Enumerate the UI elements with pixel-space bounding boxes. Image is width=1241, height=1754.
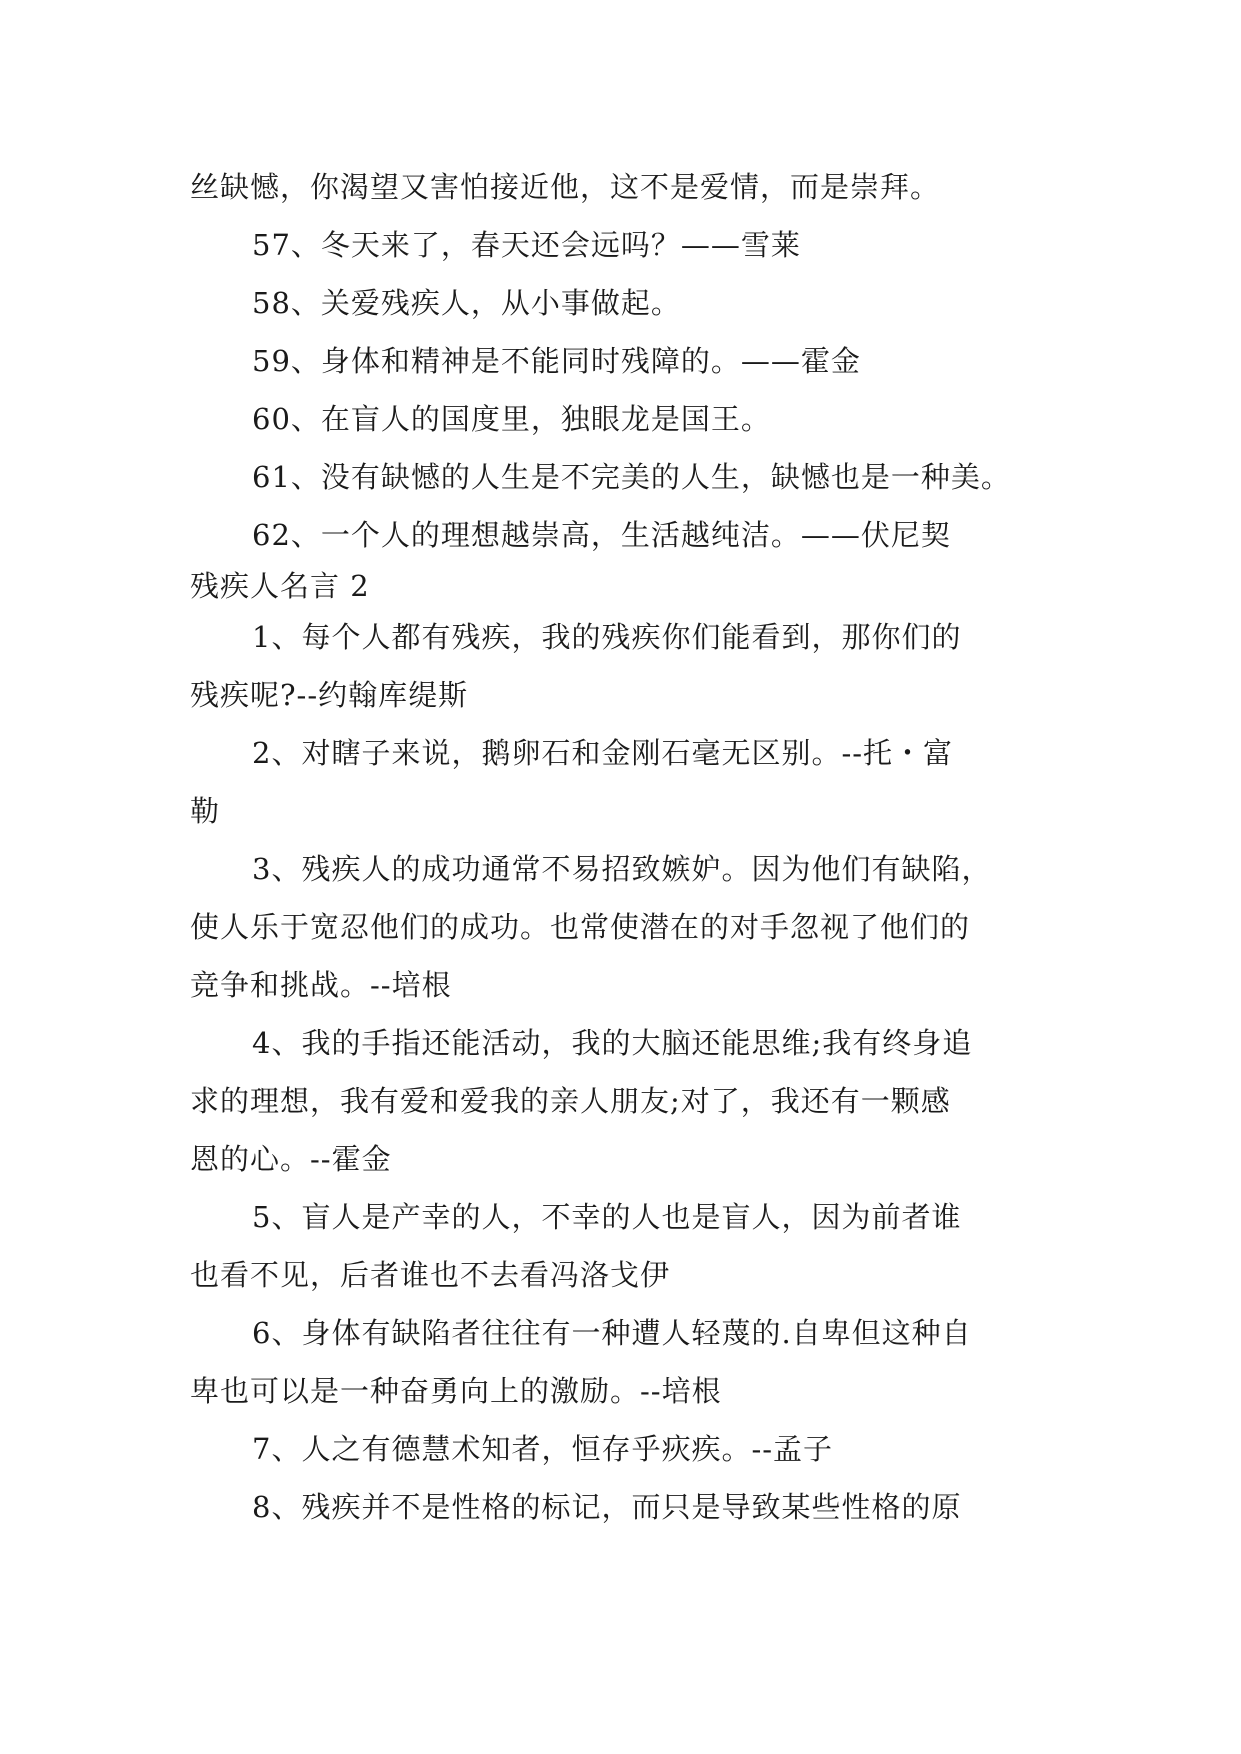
- quote-line: 60、在盲人的国度里，独眼龙是国王。: [252, 402, 771, 436]
- text-line: 竞争和挑战。--培根: [190, 968, 452, 1002]
- quote-line: 62、一个人的理想越崇高，生活越纯洁。——伏尼契: [252, 518, 951, 552]
- text-line: 求的理想，我有爱和爱我的亲人朋友;对了，我还有一颗感: [190, 1084, 951, 1118]
- text-line: 丝缺憾，你渴望又害怕接近他，这不是爱情，而是崇拜。: [190, 170, 941, 204]
- text-line: 残疾呢?--约翰库缇斯: [190, 678, 469, 712]
- quote-line: 8、残疾并不是性格的标记，而只是导致某些性格的原: [252, 1490, 962, 1524]
- quote-line: 59、身体和精神是不能同时残障的。——霍金: [252, 344, 861, 378]
- quote-line: 4、我的手指还能活动，我的大脑还能思维;我有终身追: [252, 1026, 973, 1060]
- quote-line: 3、残疾人的成功通常不易招致嫉妒。因为他们有缺陷，: [252, 852, 992, 886]
- text-line: 卑也可以是一种奋勇向上的激励。--培根: [190, 1374, 722, 1408]
- quote-line: 6、身体有缺陷者往往有一种遭人轻蔑的.自卑但这种自: [252, 1316, 972, 1350]
- text-line: 勒: [190, 794, 221, 828]
- quote-line: 1、每个人都有残疾，我的残疾你们能看到，那你们的: [252, 620, 962, 654]
- section-heading: 残疾人名言 2: [190, 569, 370, 603]
- text-line: 恩的心。--霍金: [190, 1142, 392, 1176]
- quote-line: 61、没有缺憾的人生是不完美的人生，缺憾也是一种美。: [252, 460, 1011, 494]
- quote-line: 5、盲人是产幸的人，不幸的人也是盲人，因为前者谁: [252, 1200, 962, 1234]
- text-line: 也看不见，后者谁也不去看冯洛戈伊: [190, 1258, 671, 1292]
- quote-line: 7、人之有德慧术知者，恒存乎疢疾。--孟子: [252, 1432, 834, 1466]
- text-line: 使人乐于宽忍他们的成功。也常使潜在的对手忽视了他们的: [190, 910, 971, 944]
- quote-line: 57、冬天来了，春天还会远吗？——雪莱: [252, 228, 801, 262]
- quote-line: 2、对瞎子来说，鹅卵石和金刚石毫无区别。--托・富: [252, 736, 954, 770]
- document-body: [190, 158, 1050, 1536]
- quote-line: 58、关爱残疾人，从小事做起。: [252, 286, 681, 320]
